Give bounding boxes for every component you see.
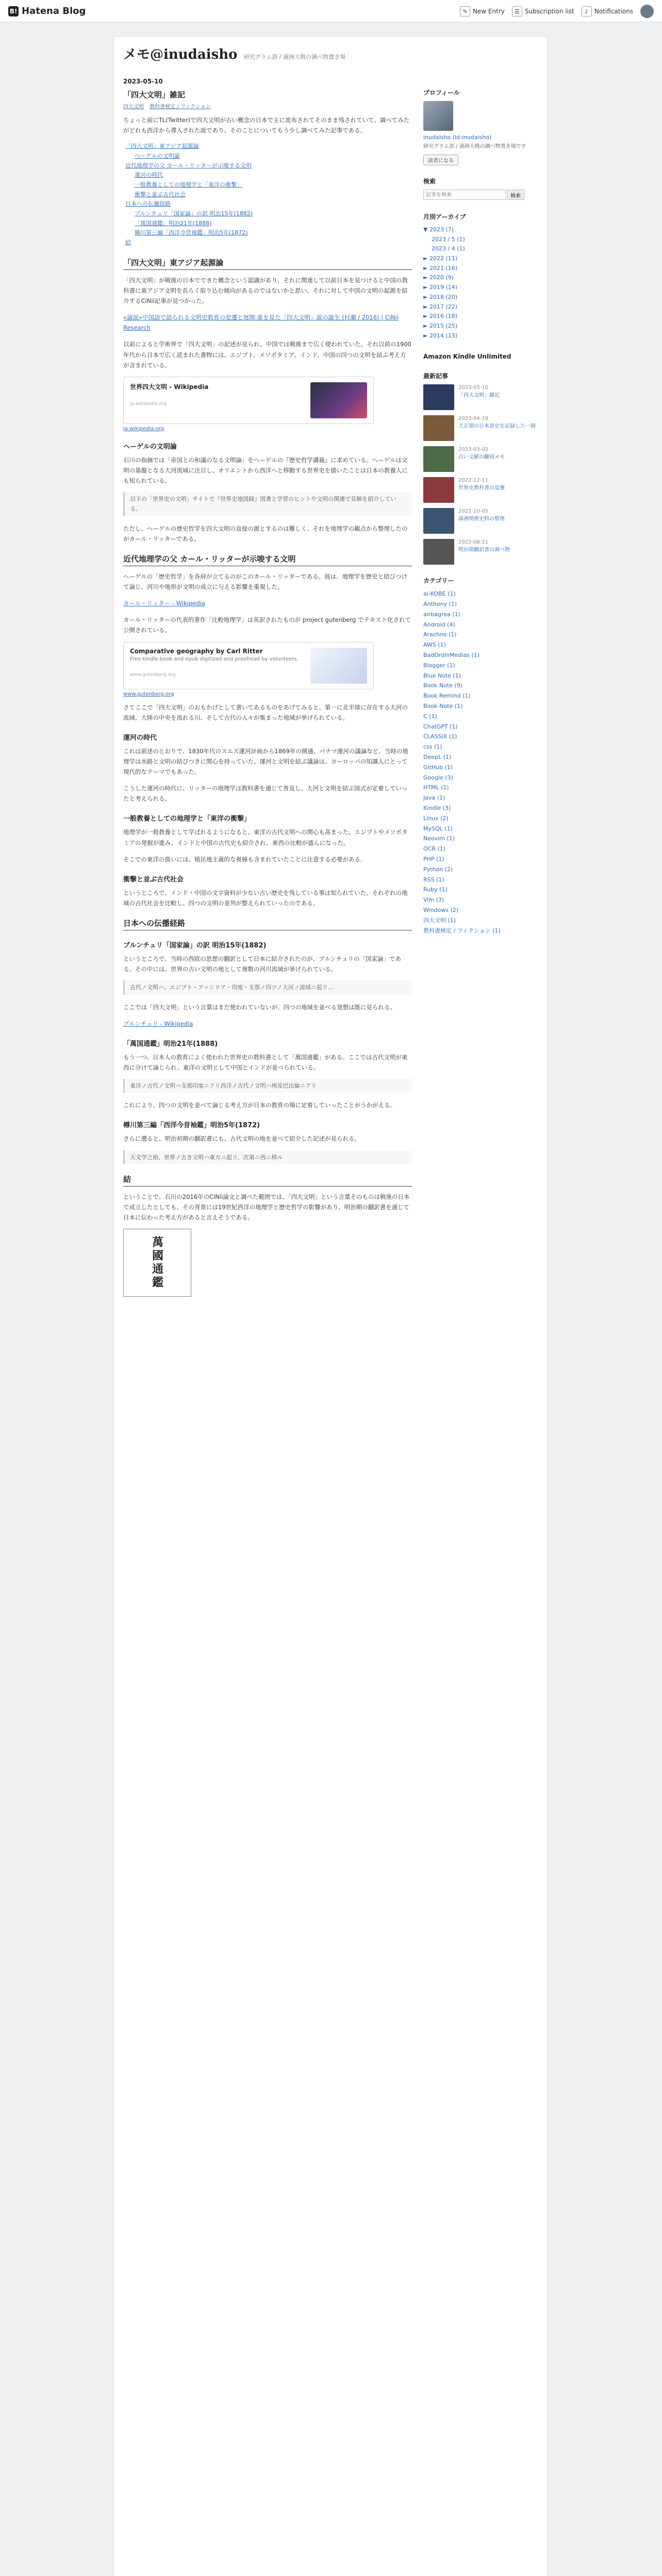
paragraph: そこでの東洋の扱いには、植民地主義的な視線も含まれていたことに注意する必要がある。 xyxy=(123,855,367,863)
list-icon: ☰ xyxy=(512,6,522,16)
user-avatar[interactable] xyxy=(640,5,654,18)
archive-item[interactable]: 2023 / 5 (1) xyxy=(432,235,465,243)
category-item[interactable]: ai-KOBE (1) xyxy=(423,590,456,598)
category-item[interactable]: Book-Note (1) xyxy=(423,703,463,710)
toc-item[interactable]: ブルンチュリ「国家論」の訳 明治15年(1882) xyxy=(135,210,253,217)
section-heading: 近代地理学の父 カール・リッターが示唆する文明 xyxy=(123,553,412,566)
category-item[interactable]: DeepL (1) xyxy=(423,754,452,760)
toc-item[interactable]: 日本への伝播経路 xyxy=(125,200,171,208)
archive-item[interactable]: ► 2017 (22) xyxy=(423,303,458,310)
module-heading: 月別アーカイブ xyxy=(423,213,466,221)
category-module xyxy=(423,576,537,936)
subsection-heading: ブルンチュリ「国家論」の訳 明治15年(1882) xyxy=(123,942,267,950)
archive-item[interactable]: ► 2015 (25) xyxy=(423,322,458,329)
category-item[interactable]: HTML (1) xyxy=(423,784,449,791)
recent-entry[interactable] xyxy=(423,508,537,534)
entry-title[interactable]: 「四大文明」雑記 xyxy=(458,392,500,398)
subsection-heading: 「萬国通鑑」明治21年(1888) xyxy=(123,1040,218,1048)
hatena-logo-text: Hatena Blog xyxy=(22,6,86,16)
recent-entry[interactable] xyxy=(423,446,537,472)
archive-item[interactable]: ► 2019 (14) xyxy=(423,284,458,291)
entry-date: 2023-03-02 xyxy=(458,447,489,453)
category-item[interactable]: OCR (1) xyxy=(423,845,446,853)
entry-title[interactable]: 古い文献の翻刻メモ xyxy=(458,454,505,460)
category-item[interactable]: Neovim (1) xyxy=(423,835,455,842)
subsection-heading: 樽川第三編「西洋今昔袖鑑」明治5年(1872) xyxy=(123,1122,260,1130)
section-heading: 結 xyxy=(123,1174,412,1187)
profile-description: 研究グラム語 / 満洲大戦の調べ物置き場です xyxy=(423,144,526,149)
entry-thumbnail xyxy=(423,384,454,410)
module-heading: 検索 xyxy=(423,178,436,185)
notifications-label: Notifications xyxy=(594,8,633,15)
category-item[interactable]: MySQL (1) xyxy=(423,825,453,832)
category-item[interactable]: css (1) xyxy=(423,743,442,751)
hatena-logo-icon: B! xyxy=(8,6,19,16)
archive-item[interactable]: ► 2022 (11) xyxy=(423,255,458,262)
quote-text: 古代ノ文明ハ、エジプト・アッシリア・印度・支那ノ四ツノ大河ノ流域ニ起リ… xyxy=(130,984,334,991)
link-card-wikipedia[interactable] xyxy=(123,377,374,424)
category-item[interactable]: Google (3) xyxy=(423,774,453,781)
recent-entry[interactable] xyxy=(423,415,537,441)
pencil-icon: ✎ xyxy=(460,6,470,16)
archive-module xyxy=(423,212,537,341)
new-entry-label: New Entry xyxy=(472,8,505,15)
entry-title[interactable]: 大正期の日本語史を記録した一冊 xyxy=(458,423,536,429)
entry-date: 2022-10-05 xyxy=(458,509,489,515)
paragraph: ということで、石川の2016年のCiNii論文と調べた範囲では、「四大文明」という言葉そのものは戦後の日本で成立したとしても、その背景には19世紀西洋の地理学と歴史哲学の影響があり、明治期の翻訳書を通じて日本に伝わった考え方があると言えそうである。 xyxy=(123,1193,410,1222)
module-heading: プロフィール xyxy=(423,89,460,96)
book-cover-image xyxy=(123,1229,191,1297)
subsection-heading: 衝撃と並ぶ古代社会 xyxy=(123,875,184,884)
section-heading: 「四大文明」東アジア起源論 xyxy=(123,257,412,270)
card-thumbnail xyxy=(310,648,367,684)
blockquote xyxy=(123,980,412,994)
table-of-contents xyxy=(125,142,412,248)
category-item[interactable]: Book Remind (1) xyxy=(423,692,471,700)
paragraph: これは前述のとおりで、1830年代のスエズ運河計画から1869年の開通、パナマ運河の議論など、当時の地理学は水路と文明の結びつきに関心を持っていた。運河と文明を結ぶ議論は、ヨーロッパの知識人にとって現代的なテーマでもあった。 xyxy=(123,747,408,776)
category-item[interactable]: ChatGPT (1) xyxy=(423,723,458,730)
category-item[interactable]: Windows (2) xyxy=(423,906,459,913)
blog-title[interactable]: メモ@inudaisho xyxy=(123,47,238,62)
paragraph: というところで、当時の西欧の思想の翻訳として日本に紹介されたのが、ブルンチュリの「国家論」である。その中には、世界の古い文明の地として複数の河川流域が挙げられている。 xyxy=(123,955,402,973)
quote-text: 東洋ノ古代ノ文明ハ支那印度ニアリ西洋ノ古代ノ文明ハ埃及巴比倫ニアリ xyxy=(130,1082,317,1090)
module-heading: カテゴリー xyxy=(423,577,454,585)
entry-thumbnail xyxy=(423,446,454,472)
toc-item[interactable]: 樽川第三編「西洋今昔袖鑑」明治5年(1872) xyxy=(135,229,248,236)
module-heading: 最新記事 xyxy=(423,372,449,380)
new-entry-button[interactable] xyxy=(460,6,505,16)
category-item[interactable]: AWS (1) xyxy=(423,641,446,649)
entry-title[interactable]: 満洲関係史料の整理 xyxy=(458,516,505,522)
recent-entry[interactable] xyxy=(423,384,537,410)
category-item[interactable]: PHP (1) xyxy=(423,855,444,862)
entry-thumbnail xyxy=(423,477,454,503)
card-title: Comparative geography by Carl Ritter xyxy=(130,647,263,655)
cinii-link[interactable]: «論説»中国語で語られる文明史教育の変遷と展開:重を見た「四大文明」説の誕生 (村瀬 / 2016) | CiNii Research xyxy=(123,314,399,332)
category-item[interactable]: Arachno (1) xyxy=(423,631,457,638)
category-item[interactable]: 教科書検定 / フィクション (1) xyxy=(423,927,501,934)
subscribe-button[interactable]: 読者になる xyxy=(423,155,458,165)
recent-entries-module xyxy=(423,371,537,565)
paragraph: これにより、四つの文明を並べて論じる考え方が日本の教育の場に定着していったことがうかがえる。 xyxy=(123,1101,396,1109)
toc-item[interactable]: ヘーゲルの文明論 xyxy=(135,152,180,159)
entry-title[interactable]: 明治期翻訳書の調べ物 xyxy=(458,547,510,553)
paragraph: さらに遡ると、明治初期の翻訳書にも、古代文明の地を並べて紹介した記述が見られる。 xyxy=(123,1135,360,1143)
toc-item[interactable]: 衝撃と並ぶ古代社会 xyxy=(135,191,186,198)
article-date[interactable]: 2023-05-10 xyxy=(123,78,163,85)
toc-item[interactable]: 「四大文明」東アジア起源論 xyxy=(125,143,199,150)
card-title: 世界四大文明 - Wikipedia xyxy=(130,383,209,391)
bluntschli-wiki-link[interactable]: ブルンチュリ - Wikipedia xyxy=(123,1020,193,1027)
card-description: Free kindle book and epub digitized and proofread by volunteers. xyxy=(130,656,299,662)
category-item[interactable]: Book Note (9) xyxy=(423,682,462,689)
amazon-module xyxy=(423,353,537,360)
category-item[interactable]: GitHub (1) xyxy=(423,764,453,771)
category-item[interactable]: airbagrea (1) xyxy=(423,611,460,618)
paragraph: 「四大文明」が戦後の日本でできた概念という認識があり、それに関連して以前日本を見つけると中国の教科書に東アジア文明を長らく取り込む傾向があるのではないかと思い、それに対して中国の文明の起源を紹介するCiNii記事が見つかった。 xyxy=(123,276,408,305)
category-item[interactable]: Blogger (1) xyxy=(423,662,455,669)
archive-item[interactable]: ► 2021 (16) xyxy=(423,264,458,272)
archive-item[interactable]: ► 2016 (18) xyxy=(423,313,458,320)
category-item[interactable]: Python (2) xyxy=(423,866,453,873)
category-item[interactable]: 四大文明 (1) xyxy=(423,917,456,924)
entry-date: 2023-04-19 xyxy=(458,416,489,422)
blockquote xyxy=(123,1150,412,1164)
card-thumbnail xyxy=(310,382,367,418)
recent-entry[interactable] xyxy=(423,539,537,565)
card-credit[interactable]: ja.wikipedia.org xyxy=(123,426,164,432)
search-module xyxy=(423,177,537,200)
category-link[interactable]: 教科書検定 / フィクション xyxy=(150,104,211,110)
hatena-top-bar xyxy=(0,0,662,22)
category-item[interactable]: BadOrdinMedias (1) xyxy=(423,652,480,659)
paragraph: もう一つ、日本人の教育によく使われた世界史の教科書として「萬国通鑑」がある。ここでは古代文明が東西に分けて論じられ、東洋の文明として中国とインドが並べられている。 xyxy=(123,1053,408,1071)
toc-item[interactable]: 一般教養としての地理学と「東洋の衝撃」 xyxy=(135,181,242,188)
category-item[interactable]: Blue Note (1) xyxy=(423,672,461,679)
category-item[interactable]: CLASSIX (1) xyxy=(423,733,457,740)
blog-page xyxy=(113,36,548,2576)
paragraph: ここでは「四大文明」という言葉はまだ使われていないが、四つの地域を並べる発想は既に見られる。 xyxy=(123,1003,396,1011)
toc-item[interactable]: 「萬国通鑑」明治21年(1888) xyxy=(135,219,212,227)
category-item[interactable]: RSS (1) xyxy=(423,876,444,883)
hatena-blog-logo[interactable] xyxy=(8,6,86,16)
ritter-wiki-link[interactable]: カール・リッター - Wikipedia xyxy=(123,600,205,607)
toc-item[interactable]: 運河の時代 xyxy=(135,172,163,179)
blockquote xyxy=(123,492,412,516)
link-card-gutenberg[interactable] xyxy=(123,642,374,689)
archive-item[interactable]: ► 2018 (20) xyxy=(423,293,458,300)
notifications-button[interactable] xyxy=(582,6,633,16)
category-item[interactable]: Java (1) xyxy=(423,794,445,802)
entry-date: 2022-12-11 xyxy=(458,478,489,484)
article-intro: ちょっと前にTL(Twitter)で四大文明が古い概念の日本で主に流布されてそのまま残されていて、調べてみたがどれも西洋から導入された説であり、そのことについてもう少し調べてみた記事である。 xyxy=(123,116,410,134)
category-item[interactable]: Android (4) xyxy=(423,621,455,628)
module-heading: Amazon Kindle Unlimited xyxy=(423,353,511,361)
search-button[interactable]: 検索 xyxy=(507,190,524,200)
paragraph: というところで、インド・中国の文字資料が少ない古い歴史を残している事は知られていた。それぞれの地域の古代社会を比較し、四つの文明の並列が整えられていったのである。 xyxy=(123,889,408,907)
paragraph: 以前によると学術界で「四大文明」の記述が見られ、中国では戦後まで広く使われていた。それ以前の1900年代から日本で広く読まれた書物には、エジプト、メソポタミア、インド、中国の四つの文明を結ぶ考え方が含まれている。 xyxy=(123,341,411,369)
toc-item[interactable]: 近代地理学の父 カール・リッターが示唆する文明 xyxy=(125,162,252,169)
entry-thumbnail xyxy=(423,508,454,534)
card-credit[interactable]: www.gutenberg.org xyxy=(123,691,174,697)
archive-item[interactable]: ► 2020 (9) xyxy=(423,274,454,281)
category-item[interactable]: Kindle (3) xyxy=(423,804,451,811)
sidebar xyxy=(423,88,537,947)
card-source: www.gutenberg.org xyxy=(130,672,176,677)
paragraph: ヘーゲルの「歴史哲学」を各府が立てるのがこのカール・リッターである。彼は、地理学を歴史と結びつけて論じ、河川や地形が文明の成立に与える影響を重視した。 xyxy=(123,572,408,591)
profile-module xyxy=(423,88,537,165)
profile-avatar[interactable] xyxy=(423,101,453,131)
search-input[interactable] xyxy=(423,190,506,200)
subsection-heading: ヘーゲルの文明論 xyxy=(123,443,177,451)
subscription-list-button[interactable] xyxy=(512,6,574,16)
profile-name[interactable]: inudaisho (id:inudaisho) xyxy=(423,134,492,141)
paragraph: 石川の指摘では「帝国との和議のなる文明論」をヘーゲルの『歴史哲学講義』に求めている。ヘーゲルは文明の基盤となる大河流域に注目し、オリエントから西洋へと移動する世界史を描いたことは日本の教養人にも知られている。 xyxy=(123,456,408,485)
paragraph: カール・リッターの代表的著作「比較地理学」は英訳されたものが project gutenberg でテキスト化されて公開されている。 xyxy=(123,616,411,634)
category-link[interactable]: 四大文明 xyxy=(123,104,144,110)
paragraph: さてここで「四大文明」のおもかげとして書いてあるものをあげてみると、第一に北半球に存在する大河の流域、大陸の中央を流れる川、そして古代の人々が集まった地域が挙げられている。 xyxy=(123,703,408,721)
category-item[interactable]: Anthony (1) xyxy=(423,601,457,608)
blog-subtitle: 研究グラム語 / 満洲大戦の調べ物置き場 xyxy=(243,54,346,60)
quote-text: 以下の「世界史の文明」サイトで『世界史地図録』図書と学習のヒントや文明の関連で見解を紹介している。 xyxy=(130,496,396,513)
article xyxy=(123,78,412,1302)
archive-item[interactable]: ► 2014 (13) xyxy=(423,332,458,339)
archive-item[interactable]: 2023 / 4 (1) xyxy=(432,245,465,252)
article-categories xyxy=(123,102,412,110)
category-item[interactable]: C (1) xyxy=(423,713,437,720)
subsection-heading: 運河の時代 xyxy=(123,734,157,742)
archive-item[interactable]: ▼ 2023 (7) xyxy=(423,226,454,233)
subsection-heading: 一般教養としての地理学と「東洋の衝撃」 xyxy=(123,815,251,823)
blockquote xyxy=(123,1079,412,1093)
entry-thumbnail xyxy=(423,539,454,565)
hatena-actions xyxy=(460,5,654,18)
section-heading: 日本への伝播経路 xyxy=(123,918,412,930)
article-title[interactable]: 「四大文明」雑記 xyxy=(123,90,186,99)
entry-thumbnail xyxy=(423,415,454,441)
entry-title[interactable]: 世界史教科書の変遷 xyxy=(458,485,505,491)
paragraph: 地理学が一般教養として学ばれるようになると、東洋の古代文明への関心も高まった。エジプトやメソポタミアの発掘が進み、インドと中国の古代史も紹介され、東西の比較が盛んになった。 xyxy=(123,828,408,846)
quote-text: 天文学之始、世界ノ古き文明ハ東方ニ起リ、次第ニ西ニ移ル xyxy=(130,1154,283,1161)
blog-header xyxy=(123,44,345,63)
paragraph: ただし、ヘーゲルの歴史哲学を四大文明の直接の源とするのは難しく、それを地理学の観点から整理したのがカール・リッターである。 xyxy=(123,524,408,543)
book-cover-text: 萬國通鑑 xyxy=(150,1236,164,1290)
toc-item[interactable]: 結 xyxy=(125,239,131,246)
paragraph: こうした運河の時代に、リッターの地理学は教科書を通じて普及し、大河と文明を結ぶ図式が定着していったと考えられる。 xyxy=(123,785,408,803)
recent-entry[interactable] xyxy=(423,477,537,503)
category-item[interactable]: Vim (3) xyxy=(423,896,444,904)
category-item[interactable]: Ruby (1) xyxy=(423,886,448,893)
category-item[interactable]: Linux (2) xyxy=(423,815,449,822)
subscription-label: Subscription list xyxy=(524,8,574,15)
card-source: ja.wikipedia.org xyxy=(130,401,167,406)
bell-icon: ♪ xyxy=(582,6,592,16)
entry-date: 2022-08-21 xyxy=(458,539,489,546)
entry-date: 2023-05-10 xyxy=(458,385,489,391)
